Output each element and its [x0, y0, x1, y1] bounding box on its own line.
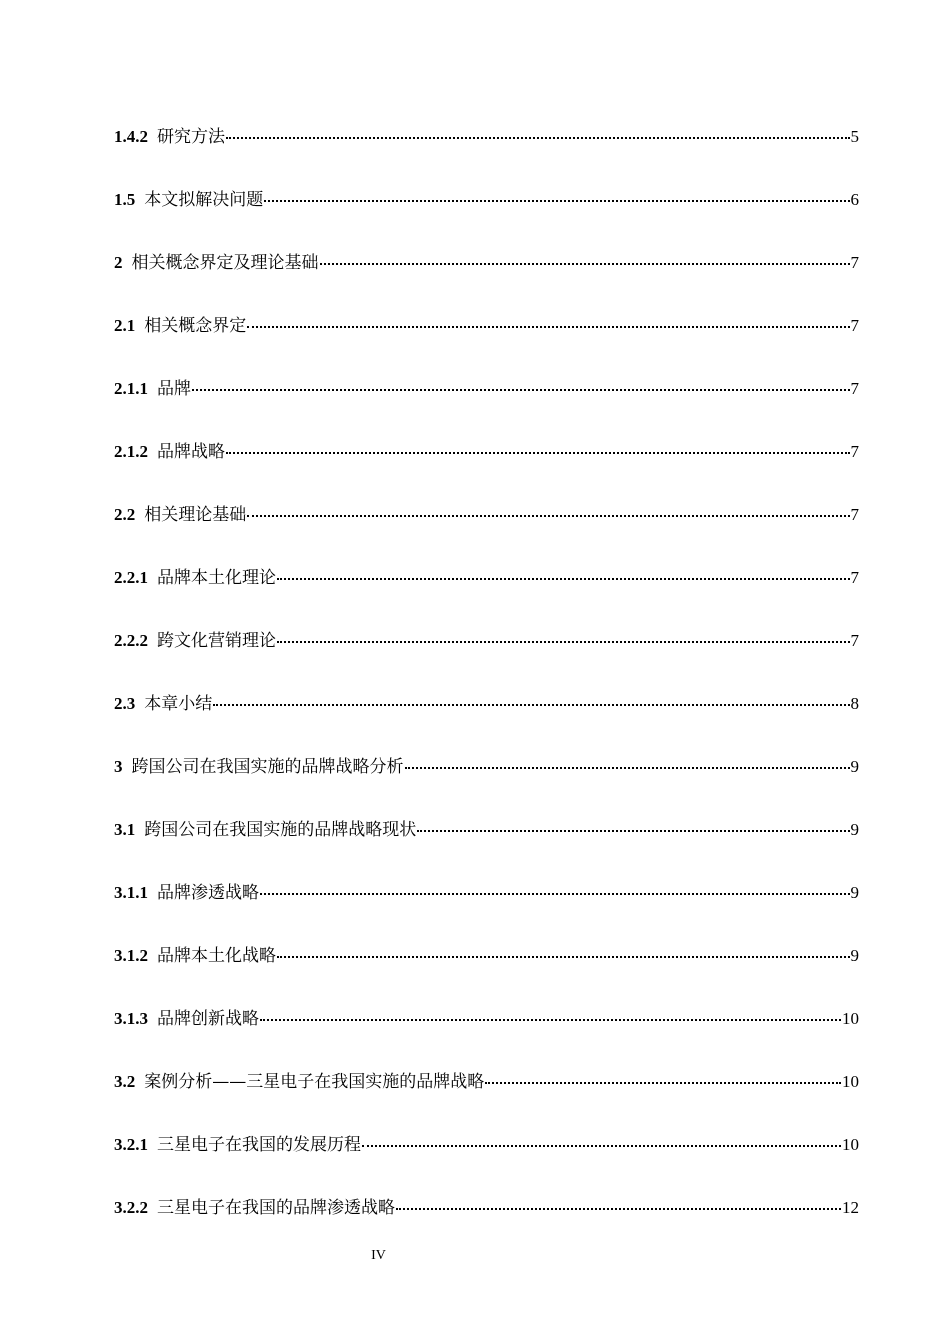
toc-entry-page: 7 — [850, 631, 859, 650]
toc-entry-page: 7 — [850, 316, 859, 335]
toc-entry-page: 7 — [850, 568, 859, 587]
toc-entry-title: 相关理论基础 — [144, 505, 247, 525]
toc-entry-number: 3.1.1 — [114, 883, 148, 902]
toc-entry-number: 3 — [114, 757, 123, 776]
toc-entry-number: 2.2.1 — [114, 568, 148, 587]
toc-entry-number: 1.5 — [114, 190, 136, 209]
toc-entry-title: 相关概念界定 — [144, 316, 247, 336]
toc-entry-title: 本章小结 — [144, 694, 213, 714]
toc-dot-leader — [485, 1082, 841, 1084]
toc-entry-page: 10 — [842, 1135, 859, 1154]
toc-entry-title: 品牌 — [157, 379, 191, 399]
toc-entry-page: 5 — [850, 127, 859, 146]
toc-entry[interactable] — [114, 880, 859, 943]
toc-entry-page: 7 — [850, 442, 859, 461]
toc-entry[interactable] — [114, 187, 859, 250]
page-number: IV — [371, 1248, 386, 1263]
toc-entry-page: 9 — [850, 757, 859, 776]
toc-entry-number: 3.2.1 — [114, 1135, 148, 1154]
toc-entry-title: 品牌战略 — [157, 442, 225, 462]
toc-entry-number: 1.4.2 — [114, 127, 148, 146]
toc-entry-number: 3.1.3 — [114, 1009, 148, 1028]
toc-entry-page: 7 — [850, 379, 859, 398]
toc-dot-leader — [260, 893, 850, 895]
toc-entry-number: 3.1 — [114, 820, 136, 839]
toc-dot-leader — [320, 263, 850, 265]
toc-entry[interactable] — [114, 1006, 859, 1069]
toc-entry-number: 2.3 — [114, 694, 136, 713]
toc-dot-leader — [213, 704, 849, 706]
toc-entry-number: 2.1 — [114, 316, 136, 335]
toc-entry[interactable] — [114, 565, 859, 628]
toc-entry-number: 2.1.1 — [114, 379, 148, 398]
toc-entry[interactable] — [114, 313, 859, 376]
toc-dot-leader — [277, 956, 850, 958]
toc-dot-leader — [405, 767, 850, 769]
toc-entry[interactable] — [114, 691, 859, 754]
toc-dot-leader — [277, 641, 850, 643]
toc-dot-leader — [226, 452, 850, 454]
toc-entry-number: 3.2 — [114, 1072, 136, 1091]
toc-dot-leader — [277, 578, 850, 580]
toc-entry-title: 相关概念界定及理论基础 — [131, 253, 319, 273]
toc-entry[interactable] — [114, 376, 859, 439]
toc-entry-title: 品牌本土化理论 — [157, 568, 276, 588]
toc-entry-title: 本文拟解决问题 — [144, 190, 264, 210]
toc-entry[interactable] — [114, 1132, 859, 1195]
toc-entry[interactable] — [114, 502, 859, 565]
toc-entry-page: 10 — [842, 1072, 859, 1091]
toc-entry[interactable] — [114, 943, 859, 1006]
toc-entry-page: 9 — [850, 946, 859, 965]
toc-entry[interactable] — [114, 628, 859, 691]
toc-entry-title: 跨国公司在我国实施的品牌战略现状 — [144, 820, 417, 840]
toc-entry-number: 2.2.2 — [114, 631, 148, 650]
toc-entry-title: 跨文化营销理论 — [157, 631, 276, 651]
toc-entry-number: 3.1.2 — [114, 946, 148, 965]
toc-entry[interactable] — [114, 439, 859, 502]
toc-entry-title: 三星电子在我国的发展历程 — [157, 1135, 361, 1155]
toc-entry-page: 10 — [842, 1009, 859, 1028]
toc-entry-number: 3.2.2 — [114, 1198, 148, 1217]
toc-entry-page: 9 — [850, 820, 859, 839]
toc-entry-page: 6 — [850, 190, 859, 209]
toc-entry-page: 9 — [850, 883, 859, 902]
toc-dot-leader — [264, 200, 849, 202]
toc-entry-title: 品牌本土化战略 — [157, 946, 276, 966]
toc-dot-leader — [247, 515, 849, 517]
toc-entry[interactable] — [114, 124, 859, 187]
toc-dot-leader — [192, 389, 850, 391]
toc-entry-title: 跨国公司在我国实施的品牌战略分析 — [131, 757, 404, 777]
toc-dot-leader — [260, 1019, 841, 1021]
toc-entry-page: 12 — [842, 1198, 859, 1217]
toc-entry-title: 研究方法 — [157, 127, 225, 147]
toc-dot-leader — [396, 1208, 841, 1210]
toc-entry-title: 品牌渗透战略 — [157, 883, 259, 903]
toc-entry-number: 2 — [114, 253, 123, 272]
table-of-contents — [114, 124, 859, 1258]
toc-entry-page: 8 — [850, 694, 859, 713]
toc-dot-leader — [417, 830, 849, 832]
toc-entry-page: 7 — [850, 253, 859, 272]
toc-entry[interactable] — [114, 754, 859, 817]
toc-dot-leader — [362, 1145, 841, 1147]
toc-dot-leader — [226, 137, 850, 139]
toc-entry[interactable] — [114, 1069, 859, 1132]
toc-entry-title: 案例分析——三星电子在我国实施的品牌战略 — [144, 1072, 485, 1092]
toc-entry-title: 三星电子在我国的品牌渗透战略 — [157, 1198, 395, 1218]
toc-entry-title: 品牌创新战略 — [157, 1009, 259, 1029]
toc-entry-number: 2.2 — [114, 505, 136, 524]
toc-entry-page: 7 — [850, 505, 859, 524]
toc-entry[interactable] — [114, 817, 859, 880]
toc-entry[interactable] — [114, 250, 859, 313]
toc-entry-number: 2.1.2 — [114, 442, 148, 461]
toc-dot-leader — [247, 326, 849, 328]
